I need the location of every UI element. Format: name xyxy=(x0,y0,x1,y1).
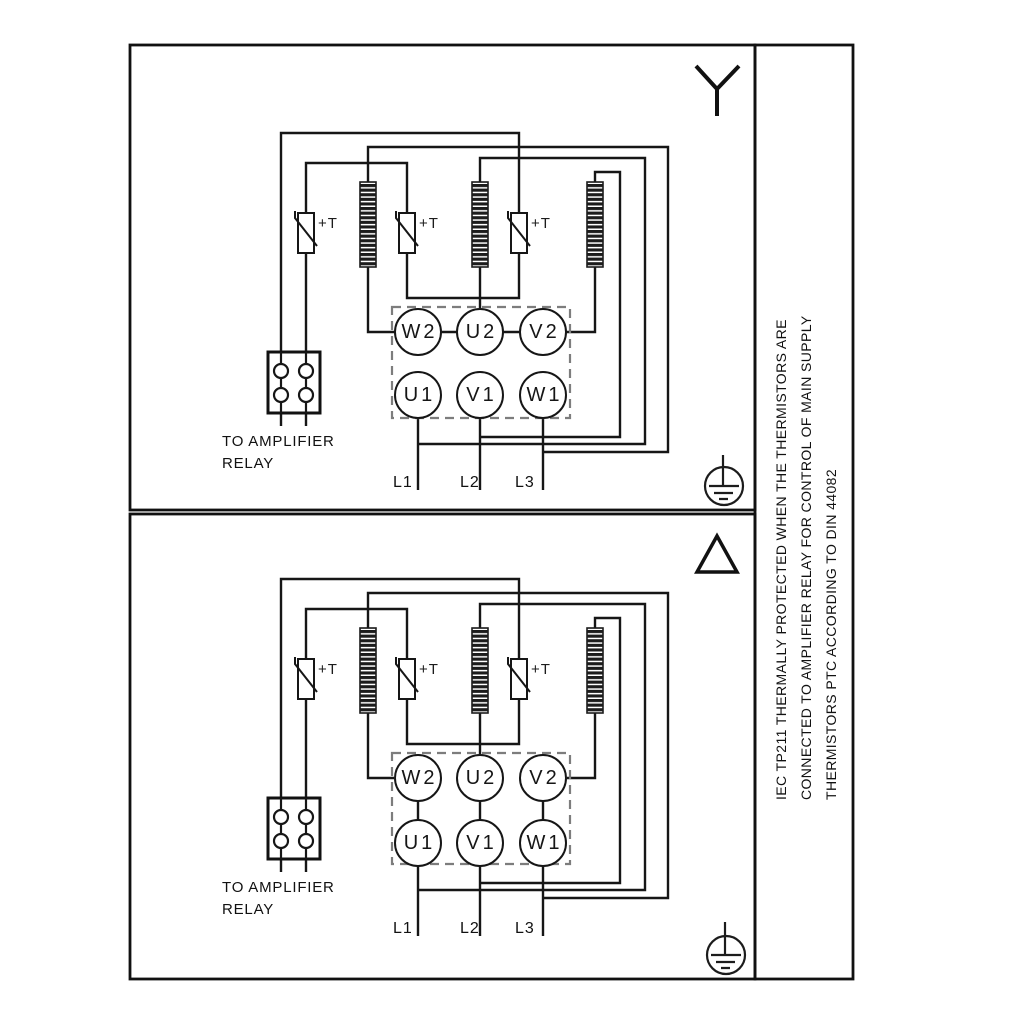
terminal-w1-star: W1 xyxy=(519,371,567,419)
relay-caption-line1: TO AMPLIFIER xyxy=(222,879,335,896)
thermistor-symbol-1 xyxy=(295,211,317,253)
relay-caption-line2: RELAY xyxy=(222,901,275,918)
relay-caption-line1: TO AMPLIFIER xyxy=(222,433,335,450)
thermistor-symbol-3 xyxy=(508,657,530,699)
supply-label-l2: L2 xyxy=(460,474,480,491)
note-line-3: THERMISTORS PTC ACCORDING TO DIN 44082 xyxy=(823,468,839,800)
supply-label-l3: L3 xyxy=(515,474,535,491)
thermistor-label: +T xyxy=(419,661,439,678)
winding-coil-2 xyxy=(472,628,488,713)
winding-coils xyxy=(360,628,603,713)
earth-ground-icon xyxy=(707,922,745,974)
supply-label-l3: L3 xyxy=(515,920,535,937)
thermistor-label: +T xyxy=(531,215,551,232)
terminal-u2-star: U2 xyxy=(456,308,504,356)
terminal-w2-star: W2 xyxy=(394,308,442,356)
note-line-2: CONNECTED TO AMPLIFIER RELAY FOR CONTROL OF MAIN SUPPLY xyxy=(798,315,814,800)
terminal-w2-delta: W2 xyxy=(394,754,442,802)
terminal-u1-delta: U1 xyxy=(394,819,442,867)
winding-coil-2 xyxy=(472,182,488,267)
star-symbol-icon xyxy=(696,66,739,116)
thermistor-symbol-2 xyxy=(396,657,418,699)
terminal-v2-delta: V2 xyxy=(519,754,567,802)
terminal-v1-star: V1 xyxy=(456,371,504,419)
thermistor-symbol-2 xyxy=(396,211,418,253)
terminal-u2-delta: U2 xyxy=(456,754,504,802)
thermistor-label: +T xyxy=(318,661,338,678)
terminal-v1-delta: V1 xyxy=(456,819,504,867)
supply-label-l2: L2 xyxy=(460,920,480,937)
terminal-w1-delta: W1 xyxy=(519,819,567,867)
winding-coil-3 xyxy=(587,628,603,713)
thermistor-label: +T xyxy=(318,215,338,232)
star-panel-circuit xyxy=(268,66,743,505)
note-line-1: IEC TP211 THERMALLY PROTECTED WHEN THE THERMISTORS ARE xyxy=(773,319,789,800)
terminal-u1-star: U1 xyxy=(394,371,442,419)
supply-label-l1: L1 xyxy=(393,920,413,937)
terminal-v2-star: V2 xyxy=(519,308,567,356)
winding-coil-3 xyxy=(587,182,603,267)
delta-symbol-icon xyxy=(697,536,737,572)
thermistor-symbol-3 xyxy=(508,211,530,253)
thermistor-label: +T xyxy=(531,661,551,678)
relay-terminal-box xyxy=(268,798,320,859)
relay-terminal-box xyxy=(268,352,320,413)
winding-coil-1 xyxy=(360,628,376,713)
thermistor-label: +T xyxy=(419,215,439,232)
supply-label-l1: L1 xyxy=(393,474,413,491)
winding-coils xyxy=(360,182,603,267)
winding-coil-1 xyxy=(360,182,376,267)
relay-caption-line2: RELAY xyxy=(222,455,275,472)
note-column xyxy=(769,315,847,800)
earth-ground-icon xyxy=(705,455,743,505)
thermistor-symbol-1 xyxy=(295,657,317,699)
